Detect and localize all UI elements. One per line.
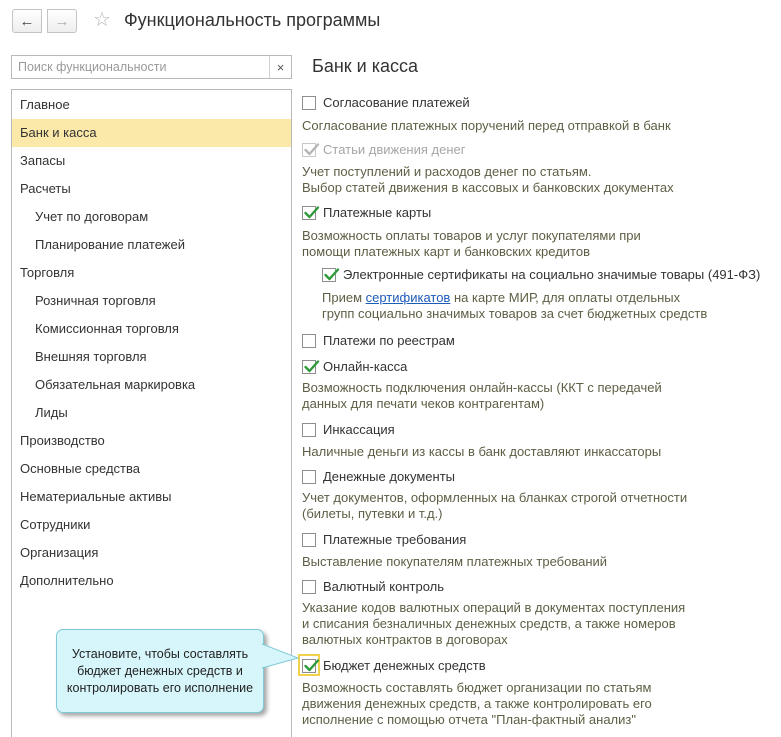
- option-label[interactable]: Денежные документы: [323, 469, 456, 484]
- sidebar-item[interactable]: Учет по договорам: [35, 209, 149, 224]
- description-line: Учет поступлений и расходов денег по статьям.: [302, 164, 592, 179]
- sidebar-item[interactable]: Внешняя торговля: [35, 349, 147, 364]
- page-title: Функциональность программы: [124, 10, 381, 30]
- sidebar-item[interactable]: Комиссионная торговля: [35, 321, 179, 336]
- option-label[interactable]: Бюджет денежных средств: [323, 658, 486, 673]
- sidebar-item[interactable]: Банк и касса: [12, 119, 291, 147]
- sidebar-item[interactable]: Расчеты: [20, 181, 71, 196]
- description-line: групп социально значимых товаров за счет бюджетных средств: [322, 306, 708, 321]
- sidebar-item[interactable]: Планирование платежей: [35, 237, 185, 252]
- sidebar-item[interactable]: Основные средства: [20, 461, 140, 476]
- description-line: Возможность оплаты товаров и услуг покупателями при: [302, 228, 641, 243]
- option-label[interactable]: Платежные карты: [323, 205, 432, 220]
- description-line: данных для печати чеков контрагентам): [302, 396, 545, 411]
- sidebar-item[interactable]: Производство: [20, 433, 105, 448]
- sidebar-item[interactable]: Обязательная маркировка: [35, 377, 196, 392]
- option-checkbox: [302, 143, 316, 157]
- description-line: Учет документов, оформленных на бланках строгой отчетности: [302, 490, 688, 505]
- option-description: [302, 680, 652, 728]
- option-label[interactable]: Платежи по реестрам: [323, 333, 455, 348]
- sidebar-item[interactable]: Нематериальные активы: [20, 489, 172, 504]
- favorite-star-icon[interactable]: ☆: [93, 9, 111, 31]
- close-icon: ×: [276, 59, 285, 75]
- description-line: и списания безналичных денежных средств, а также номеров: [302, 616, 676, 631]
- description-line: Выбор статей движения в кассовых и банковских документах: [302, 180, 674, 195]
- option-description: [302, 490, 687, 522]
- description-line: помощи платежных карт и банковских кредитов: [302, 244, 590, 259]
- option-checkbox[interactable]: [302, 96, 316, 110]
- option-description: [302, 164, 674, 196]
- certificates-link[interactable]: сертификатов: [365, 290, 451, 305]
- option-checkbox[interactable]: [302, 533, 316, 547]
- option-label[interactable]: Согласование платежей: [323, 95, 470, 110]
- option-checkbox[interactable]: [302, 580, 316, 594]
- description-line: исполнение с помощью отчета "План-фактный анализ": [302, 712, 636, 727]
- option-description: [302, 380, 662, 412]
- description-line: Наличные деньги из кассы в банк доставляют инкассаторы: [302, 444, 662, 459]
- description-line: валютных контрактов в договорах: [302, 632, 508, 647]
- option-checkbox[interactable]: [302, 360, 316, 374]
- description-line: Указание кодов валютных операций в документах поступления: [302, 600, 686, 615]
- description-line: Возможность составлять бюджет организации по статьям: [302, 680, 652, 695]
- option-label[interactable]: Валютный контроль: [323, 579, 445, 594]
- option-description: [302, 118, 671, 134]
- description-line: движения денежных средств, а также контролировать его: [302, 696, 652, 711]
- description-line: Согласование платежных поручений перед отправкой в банк: [302, 118, 671, 133]
- option-checkbox[interactable]: [322, 268, 336, 282]
- description-text: на карте МИР, для оплаты отдельных: [450, 290, 681, 305]
- option-checkbox[interactable]: [302, 423, 316, 437]
- callout-pointer: [262, 642, 302, 672]
- option-description: [302, 554, 607, 570]
- description-text: Прием: [322, 290, 366, 305]
- option-checkbox[interactable]: [302, 659, 316, 673]
- sidebar-item[interactable]: Организация: [20, 545, 99, 560]
- hint-callout-text: Установите, чтобы составлять бюджет денежных средств и контролировать его исполнение: [66, 646, 254, 695]
- option-description: [302, 444, 661, 460]
- arrow-left-icon: ←: [19, 12, 35, 30]
- option-checkbox[interactable]: [302, 470, 316, 484]
- option-label[interactable]: Онлайн-касса: [323, 359, 408, 374]
- option-label[interactable]: Электронные сертификаты на социально значимые товары (491-ФЗ): [343, 267, 761, 282]
- sidebar-item[interactable]: Сотрудники: [20, 517, 91, 532]
- sidebar-item[interactable]: Дополнительно: [20, 573, 114, 588]
- description-line: [322, 290, 707, 306]
- description-line: Выставление покупателям платежных требований: [302, 554, 608, 569]
- sidebar-item[interactable]: Лиды: [35, 405, 68, 420]
- option-description: [322, 290, 707, 322]
- option-checkbox[interactable]: [302, 206, 316, 220]
- sidebar-item[interactable]: Розничная торговля: [35, 293, 156, 308]
- arrow-right-icon: →: [54, 12, 70, 30]
- option-description: [302, 600, 685, 648]
- section-title: Банк и касса: [312, 56, 418, 76]
- hint-callout: [56, 629, 264, 713]
- option-label: Статьи движения денег: [323, 142, 466, 157]
- option-description: [302, 228, 641, 260]
- option-label[interactable]: Инкассация: [323, 422, 395, 437]
- description-line: (билеты, путевки и т.д.): [302, 506, 443, 521]
- sidebar-item[interactable]: Главное: [20, 97, 70, 112]
- sidebar-item[interactable]: Запасы: [20, 153, 66, 168]
- option-label[interactable]: Платежные требования: [323, 532, 467, 547]
- option-checkbox[interactable]: [302, 334, 316, 348]
- description-line: Возможность подключения онлайн-кассы (ККТ с передачей: [302, 380, 662, 395]
- sidebar-item[interactable]: Торговля: [20, 265, 75, 280]
